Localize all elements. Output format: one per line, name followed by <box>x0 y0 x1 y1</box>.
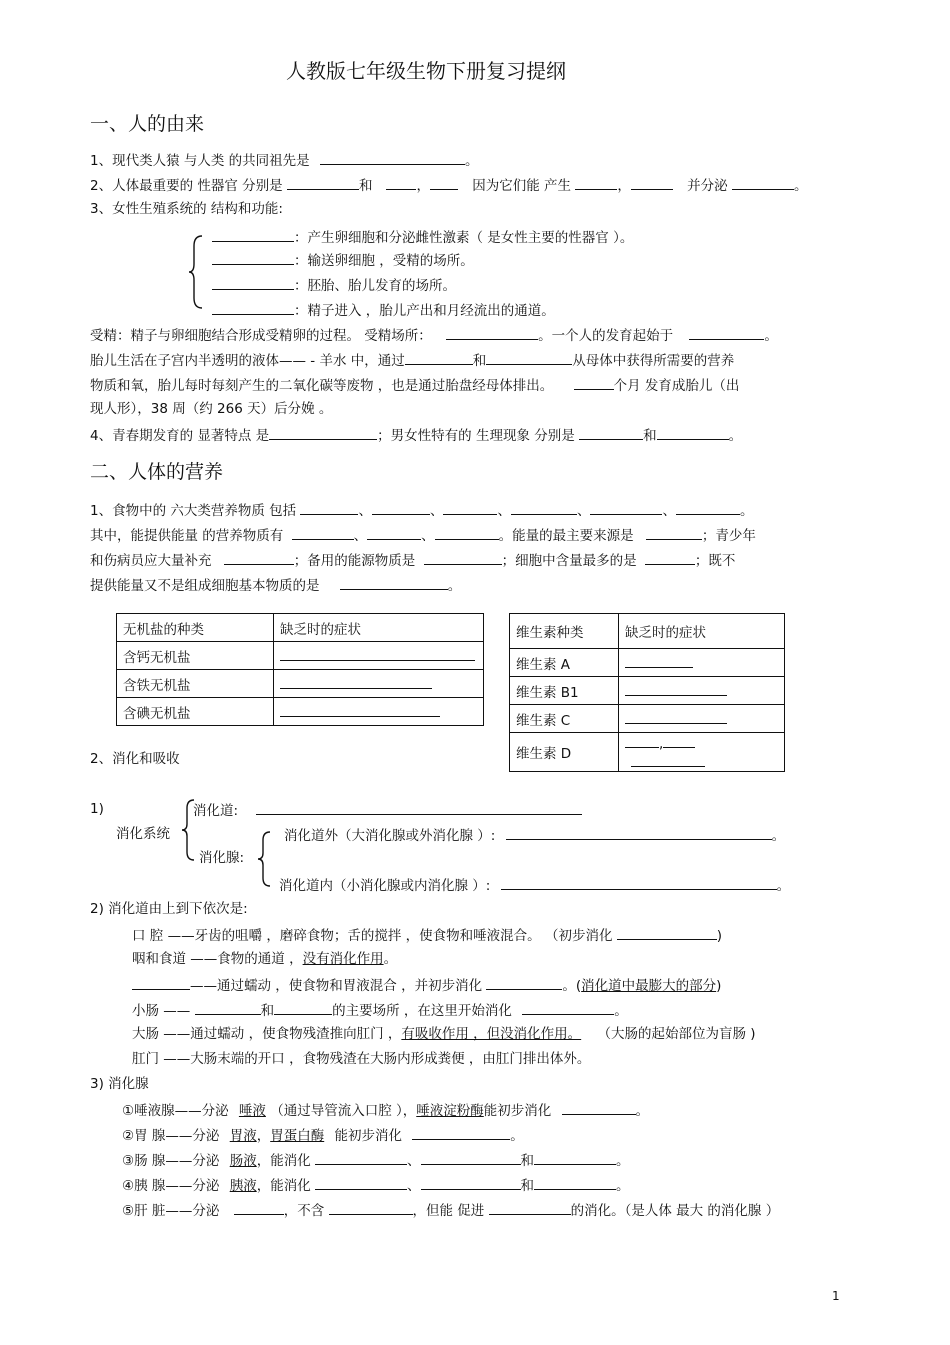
mineral-blank <box>274 698 484 726</box>
mineral-table-header <box>117 614 484 642</box>
mineral-table <box>116 613 484 726</box>
vitamin-header-type: 维生素种类 <box>510 614 619 649</box>
organ-line-2: ：输送卵细胞 ，受精的场所。 <box>212 250 474 270</box>
question-2: 2、人体最重要的 性器官 分别是 和 ， 因为它们能 产生 ， 并分泌 。 <box>90 175 807 195</box>
tract-pharynx: 咽和食道 ——食物的通道 ，没有消化作用。 <box>132 951 398 967</box>
nutrition-line-3: 和伤病员应大量补充 ；备用的能源物质是 ；细胞中含量最多的是 ；既不 <box>90 550 735 570</box>
table-row <box>510 649 785 677</box>
vitamin-name: 维生素 C <box>510 705 619 733</box>
section-heading-nutrition: 二、人体的营养 <box>90 461 224 483</box>
vitamin-header-symptom: 缺乏时的症状 <box>619 614 785 649</box>
organ-line-1: ：产生卵细胞和分泌雌性激素（ 是女性主要的性器官 ）。 <box>212 227 633 247</box>
digestive-glands-heading: 3) 消化腺 <box>90 1076 149 1092</box>
table-row <box>117 642 484 670</box>
mineral-blank <box>274 642 484 670</box>
fetus-line-3: 现人形），38 周（约 266 天）后分娩 。 <box>90 401 333 417</box>
digestive-gland-label: 消化腺: <box>199 850 245 866</box>
gland-liver: ⑤肝 脏——分泌 ，不含 ，但能 促进 的消化。（是人体 最大 的消化腺 ） <box>122 1200 779 1220</box>
vitamin-blank: , <box>619 733 785 772</box>
vitamin-name: 维生素 A <box>510 649 619 677</box>
mineral-name: 含钙无机盐 <box>117 642 274 670</box>
vitamin-table <box>509 613 785 772</box>
fertilization-line: 受精：精子与卵细胞结合形成受精卵的过程。 受精场所： 。一个人的发育起始于 。 <box>90 325 778 345</box>
vitamin-table-header <box>510 614 785 649</box>
nutrition-line-2: 其中，能提供能量 的营养物质有 、 、 。能量的最主要来源是 ；青少年 <box>90 525 756 545</box>
tract-mouth: 口 腔 ——牙齿的咀嚼 ，磨碎食物；舌的搅拌 ，使食物和唾液混合。 （初步消化 ) <box>132 925 722 945</box>
vitamin-blank <box>619 649 785 677</box>
page-number: 1 <box>832 1289 840 1303</box>
table-row <box>510 677 785 705</box>
table-row <box>117 670 484 698</box>
digestive-tract-order-heading: 2) 消化道由上到下依次是: <box>90 901 248 917</box>
outer-gland-row: 消化道外（大消化腺或外消化腺 ）: 。 <box>284 825 785 845</box>
tract-stomach: ——通过蠕动 ，使食物和胃液混合 ，并初步消化 。(消化道中最膨大的部分) <box>132 975 721 995</box>
vitamin-blank <box>619 677 785 705</box>
tract-large-intestine: 大肠 ——通过蠕动 ，使食物残渣推向肛门 ，有吸收作用 ，但没消化作用。 （大肠的起始部位为盲肠 ) <box>132 1026 756 1042</box>
nutrition-line-4: 提供能量又不是组成细胞基本物质的是 。 <box>90 575 461 595</box>
fetus-line-2: 物质和氧，胎儿每时每刻产生的二氧化碳等废物 ，也是通过胎盘经母体排出。 个月 发育成胎儿（出 <box>90 375 739 395</box>
page-title: 人教版七年级生物下册复习提纲 <box>286 59 566 83</box>
section-heading-human-origin: 一、人的由来 <box>90 113 205 135</box>
digestion-num-1: 1) <box>90 801 104 817</box>
table-row <box>510 733 785 772</box>
mineral-name: 含碘无机盐 <box>117 698 274 726</box>
table-row <box>510 705 785 733</box>
mineral-header-type: 无机盐的种类 <box>117 614 274 642</box>
organ-line-4: ：精子进入 ，胎儿产出和月经流出的通道。 <box>212 300 555 320</box>
tract-anus: 肛门 ——大肠末端的开口 ，食物残渣在大肠内形成粪便 ，由肛门排出体外。 <box>132 1051 591 1067</box>
brace-digestive-glands <box>256 830 272 888</box>
inner-gland-row: 消化道内（小消化腺或内消化腺 ）: 。 <box>279 875 790 895</box>
question-4: 4、青春期发育的 显著特点 是 ；男女性特有的 生理现象 分别是 和 。 <box>90 425 742 445</box>
gland-pancreas: ④胰 腺——分泌 胰液，能消化 、 和 。 <box>122 1175 630 1195</box>
mineral-blank <box>274 670 484 698</box>
mineral-header-symptom: 缺乏时的症状 <box>274 614 484 642</box>
fetus-line-1: 胎儿生活在子宫内半透明的液体—— - 羊水 中，通过 和 从母体中获得所需要的营养 <box>90 350 734 370</box>
gland-saliva: ①唾液腺——分泌 唾液 （通过导管流入口腔 ），唾液淀粉酶能初步消化 。 <box>122 1100 649 1120</box>
tract-small-intestine: 小肠 —— 和 的主要场所 ，在这里开始消化 。 <box>132 1000 628 1020</box>
digestive-system-label: 消化系统 <box>116 826 170 842</box>
gland-intestinal: ③肠 腺——分泌 肠液，能消化 、 和 。 <box>122 1150 630 1170</box>
vitamin-blank <box>619 705 785 733</box>
vitamin-name: 维生素 B1 <box>510 677 619 705</box>
gland-gastric: ②胃 腺——分泌 胃液，胃蛋白酶 能初步消化 。 <box>122 1125 524 1145</box>
digestive-tract-row: 消化道: <box>193 800 582 820</box>
digestion-heading: 2、消化和吸收 <box>90 751 180 767</box>
question-1: 1、现代类人猿 与人类 的共同祖先是 。 <box>90 150 478 170</box>
organ-line-3: ：胚胎、胎儿发育的场所。 <box>212 275 456 295</box>
table-row <box>117 698 484 726</box>
nutrition-line-1: 1、食物中的 六大类营养物质 包括 、 、 、 、 、 。 <box>90 500 753 520</box>
question-3: 3、女性生殖系统的 结构和功能: <box>90 201 283 217</box>
brace-female-organs <box>188 234 204 310</box>
vitamin-name: 维生素 D <box>510 733 619 772</box>
mineral-name: 含铁无机盐 <box>117 670 274 698</box>
